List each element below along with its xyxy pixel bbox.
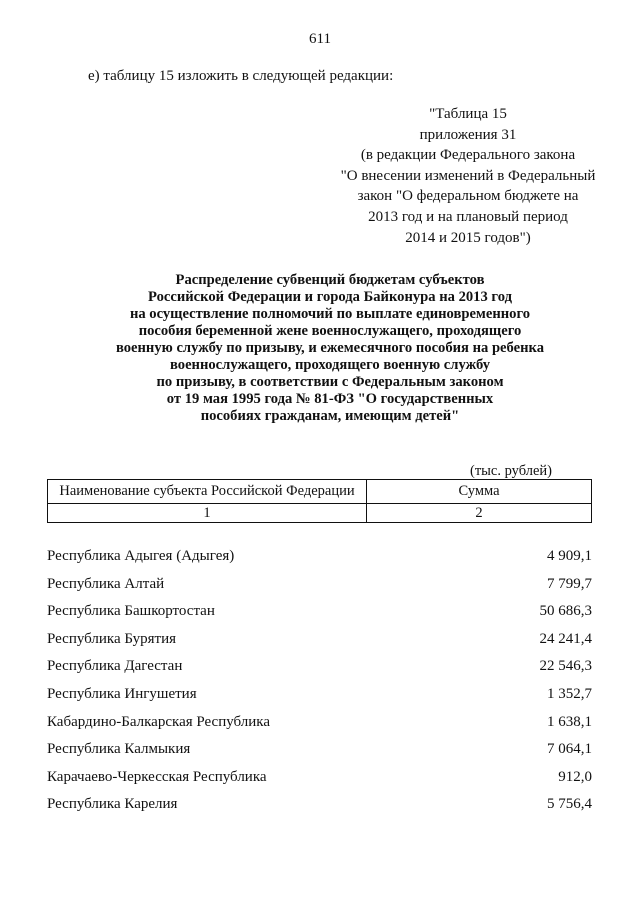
- region-amount: 1 638,1: [547, 713, 592, 730]
- note-line: "О внесении изменений в Федеральный: [340, 167, 596, 184]
- region-amount: 22 546,3: [539, 658, 592, 675]
- column-number-2: 2: [367, 504, 592, 523]
- title-line: от 19 мая 1995 года № 81-ФЗ "О государственных: [166, 391, 494, 407]
- note-line: "Таблица 15: [429, 106, 507, 122]
- table-row: [47, 741, 592, 769]
- page-number: 611: [309, 31, 331, 47]
- region-name: Карачаево-Черкесская Республика: [47, 768, 267, 785]
- table-row: [47, 769, 592, 797]
- note-line: закон "О федеральном бюджете на: [357, 188, 579, 205]
- table-row: [47, 686, 592, 714]
- region-amount: 7 064,1: [547, 741, 592, 758]
- region-name: Республика Ингушетия: [47, 685, 197, 702]
- note-line: 2013 год и на плановый период: [368, 208, 568, 225]
- region-name: Республика Адыгея (Адыгея): [47, 548, 235, 564]
- column-header-amount: Сумма: [367, 480, 592, 504]
- column-number-1: 1: [48, 504, 367, 523]
- note-line: приложения 31: [419, 126, 517, 143]
- region-name: Республика Дагестан: [47, 658, 183, 675]
- region-name: Республика Калмыкия: [47, 741, 191, 758]
- title-line: Распределение субвенций бюджетам субъектов: [175, 272, 485, 288]
- table-row: [47, 576, 592, 604]
- note-line: (в редакции Федерального закона: [360, 147, 576, 164]
- region-name: Республика Алтай: [47, 575, 165, 592]
- region-amount: 1 352,7: [547, 685, 592, 702]
- title-line: пособия беременной жене военнослужащего, проходящего: [138, 323, 522, 339]
- table-note: [318, 104, 618, 248]
- table-row: [47, 548, 592, 576]
- table-row: [47, 658, 592, 686]
- column-header-name: Наименование субъекта Российской Федерации: [48, 480, 367, 504]
- region-amount: 7 799,7: [547, 575, 592, 592]
- title-line: на осуществление полномочий по выплате единовременного: [129, 306, 531, 322]
- region-name: Республика Бурятия: [47, 630, 177, 647]
- region-amount: 24 241,4: [539, 630, 592, 647]
- table-row: [47, 603, 592, 631]
- intro-text: е) таблицу 15 изложить в следующей редакции:: [88, 68, 394, 84]
- title-line: военную службу по призыву, и ежемесячного пособия на ребенка: [115, 340, 545, 356]
- region-amount: 5 756,4: [547, 796, 592, 813]
- region-amount: 4 909,1: [547, 548, 592, 564]
- table-row: [47, 631, 592, 659]
- document-title: [60, 272, 600, 425]
- table-row: [47, 714, 592, 742]
- region-amount: 912,0: [558, 768, 592, 785]
- table-header: [47, 479, 592, 523]
- region-name: Республика Карелия: [47, 796, 178, 813]
- region-amount: 50 686,3: [539, 603, 592, 620]
- table-body: [47, 548, 592, 824]
- note-line: 2014 и 2015 годов"): [405, 229, 531, 246]
- title-line: Российской Федерации и города Байконура на 2013 год: [148, 289, 512, 305]
- region-name: Кабардино-Балкарская Республика: [47, 713, 271, 730]
- title-line: военнослужащего, проходящего военную службу: [170, 357, 490, 373]
- title-line: пособиях гражданам, имеющим детей": [200, 408, 460, 424]
- unit-label: (тыс. рублей): [470, 463, 552, 479]
- title-line: по призыву, в соответствии с Федеральным законом: [156, 374, 504, 390]
- region-name: Республика Башкортостан: [47, 603, 215, 620]
- table-row: [47, 796, 592, 824]
